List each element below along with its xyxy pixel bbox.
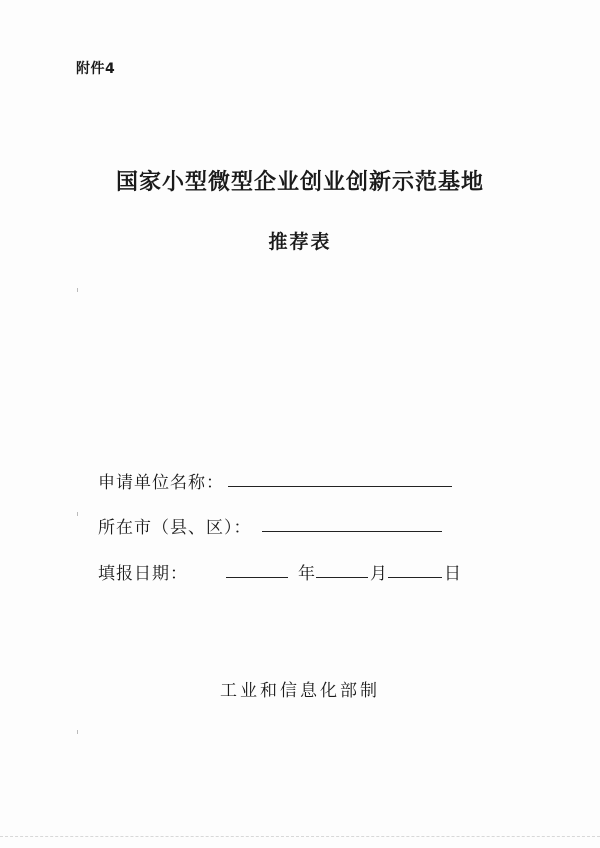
year-label: 年 bbox=[298, 564, 316, 584]
month-label: 月 bbox=[370, 564, 388, 584]
day-label: 日 bbox=[444, 564, 462, 584]
applicant-name-label: 申请单位名称： bbox=[98, 473, 224, 493]
day-field[interactable] bbox=[388, 577, 442, 578]
scan-speck bbox=[77, 730, 78, 734]
attachment-label: 附件4 bbox=[76, 61, 116, 77]
issuer-line: 工业和信息化部制 bbox=[220, 681, 380, 701]
applicant-name-field[interactable] bbox=[228, 486, 452, 487]
document-subtitle: 推荐表 bbox=[268, 231, 332, 253]
scan-speck bbox=[77, 288, 78, 292]
location-field[interactable] bbox=[262, 531, 442, 532]
document-title: 国家小型微型企业创业创新示范基地 bbox=[115, 170, 484, 195]
month-field[interactable] bbox=[316, 577, 368, 578]
fill-date-label: 填报日期： bbox=[98, 564, 188, 584]
year-field[interactable] bbox=[226, 577, 288, 578]
location-label: 所在市（县、区）： bbox=[98, 518, 252, 538]
scan-bottom-edge bbox=[0, 836, 600, 837]
scan-speck bbox=[77, 512, 78, 516]
